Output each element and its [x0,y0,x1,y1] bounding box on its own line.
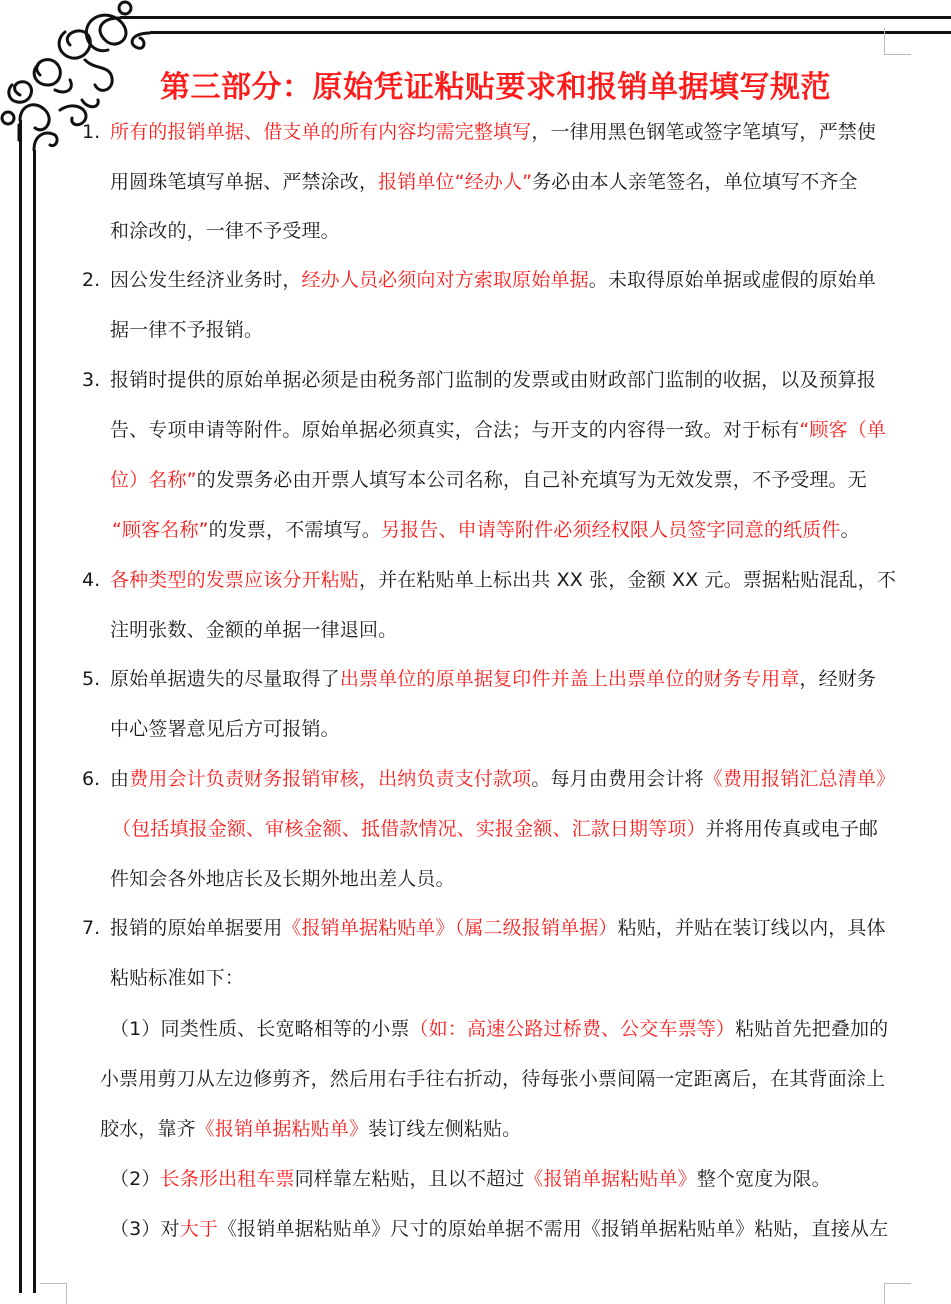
highlighted-text: 位）名称” [110,469,197,491]
body-text: 。未取得原始单据或虚假的原始单 [588,269,877,291]
body-text: 报销的原始单据要用 [110,917,283,939]
text-line [100,1116,521,1142]
body-text: 。每月由费用会计将 [531,768,704,790]
body-text: 注明张数、金额的单据一律退回。 [110,619,398,641]
text-line [110,965,244,991]
crop-mark-bottom-right [884,1283,911,1304]
body-text: 并将用传真或电子邮 [705,818,879,840]
body-text: 装订线左侧粘贴。 [368,1118,522,1140]
list-item-number: 4. [82,569,101,591]
highlighted-text: 各种类型的发票应该分开粘贴 [110,569,359,591]
body-text: 的发票，不需填写。 [208,519,381,541]
body-text: 《报销单据粘贴单》尺寸的原始单据不需用《报销单据粘贴单》粘贴，直接从左 [218,1218,889,1240]
text-line [110,467,867,493]
list-item-number: 3. [82,369,101,391]
text-line [110,317,263,343]
highlighted-text: “顾客名称” [112,519,209,541]
list-item-number: 1. [82,121,101,143]
body-text: 件知会各外地店长及长期外地出差人员。 [110,868,455,890]
text-line [110,367,876,393]
text-line [110,1216,888,1242]
highlighted-text: 费用会计负责财务报销审核，出纳负责支付款项 [129,768,532,790]
crop-mark-bottom-left [40,1283,67,1304]
highlighted-text: “顾客（单 [799,419,886,441]
body-text: 粘贴，并贴在装订线以内，具体 [617,917,886,939]
text-line [110,666,876,692]
text-line [110,417,886,443]
text-line [110,915,886,941]
text-line [110,119,876,145]
text-line [110,567,896,593]
text-line [110,267,876,293]
body-text: 中心签署意见后方可报销。 [110,718,340,740]
body-text: （3）对 [110,1218,180,1240]
page-border-left-inner [33,150,36,1293]
body-text: 用圆珠笔填写单据、严禁涂改， [110,171,379,193]
highlighted-text: 报销单位“经办人” [378,171,533,193]
page-border-top-inner [150,31,951,34]
body-text: （2） [110,1168,161,1190]
body-text: （1）同类性质、长宽略相等的小票 [110,1018,410,1040]
body-text: ，一律用黑色钢笔或签字笔填写，严禁使 [531,121,877,143]
body-text: 务必由本人亲笔签名，单位填写不齐全 [532,171,858,193]
page-border-left-outer [19,120,22,1293]
body-text: 报销时提供的原始单据必须是由税务部门监制的发票或由财政部门监制的收据，以及预算报 [110,369,877,391]
highlighted-text: 长条形出租车票 [160,1168,295,1190]
text-line [112,517,860,543]
body-text: 胶水，靠齐 [100,1118,196,1140]
text-line [100,1066,885,1092]
body-text: 小票用剪刀从左边修剪齐，然后用右手往右折动，待每张小票间隔一定距离后，在其背面涂上 [100,1068,886,1090]
body-text: ，并在粘贴单上标出共 XX 张，金额 XX 元。票据粘贴混乱，不 [358,569,896,591]
page-border-top-outer [120,16,951,19]
text-line [110,866,455,892]
body-text: 同样靠左粘贴，且以不超过 [294,1168,525,1190]
highlighted-text: 另报告、申请等附件必须经权限人员签字同意的纸质件 [380,519,841,541]
body-text: 的发票务必由开票人填写本公司名称，自己补充填写为无效发票，不予受理。无 [196,469,867,491]
highlighted-text: 出票单位的原单据复印件并盖上出票单位的财务专用章 [339,668,800,690]
text-line [112,816,878,842]
list-item-number: 5. [82,668,101,690]
text-line [110,169,858,195]
body-text: 据一律不予报销。 [110,319,264,341]
list-item-number: 2. [82,269,101,291]
body-text: 粘贴标准如下： [110,967,245,989]
list-item-number: 7. [82,917,101,939]
highlighted-text: （包括填报金额、审核金额、抵借款情况、实报金额、汇款日期等项） [112,818,706,840]
body-text: 原始单据遗失的尽量取得了 [110,668,340,690]
highlighted-text: （如：高速公路过桥费、公交车票等） [409,1018,736,1040]
text-line [110,716,340,742]
body-text: 。 [840,519,860,541]
body-text: 告、专项申请等附件。原始单据必须真实，合法；与开支的内容得一致。对于标有 [110,419,800,441]
highlighted-text: 《费用报销汇总清单》 [703,768,896,790]
text-line [110,1166,831,1192]
highlighted-text: 《报销单据粘贴单》 [195,1118,369,1140]
highlighted-text: 所有的报销单据、借支单的所有内容均需完整填写 [110,121,532,143]
body-text: 和涂改的，一律不予受理。 [110,220,340,242]
crop-mark-top-right [884,28,911,55]
highlighted-text: 《报销单据粘贴单》 [524,1168,697,1190]
highlighted-text: 《报销单据粘贴单》（属二级报销单据） [282,917,618,939]
highlighted-text: 经办人员必须向对方索取原始单据 [301,269,589,291]
highlighted-text: 大于 [179,1218,219,1240]
page-title: 第三部分：原始凭证粘贴要求和报销单据填写规范 [160,70,831,105]
body-text: 由 [110,768,130,790]
list-item-number: 6. [82,768,101,790]
text-line [110,617,397,643]
text-line [110,1016,888,1042]
text-line [110,766,895,792]
body-text: 粘贴首先把叠加的 [735,1018,889,1040]
body-text: ，经财务 [799,668,877,690]
text-line [110,218,340,244]
body-text: 整个宽度为限。 [696,1168,831,1190]
body-text: 因公发生经济业务时， [110,269,302,291]
